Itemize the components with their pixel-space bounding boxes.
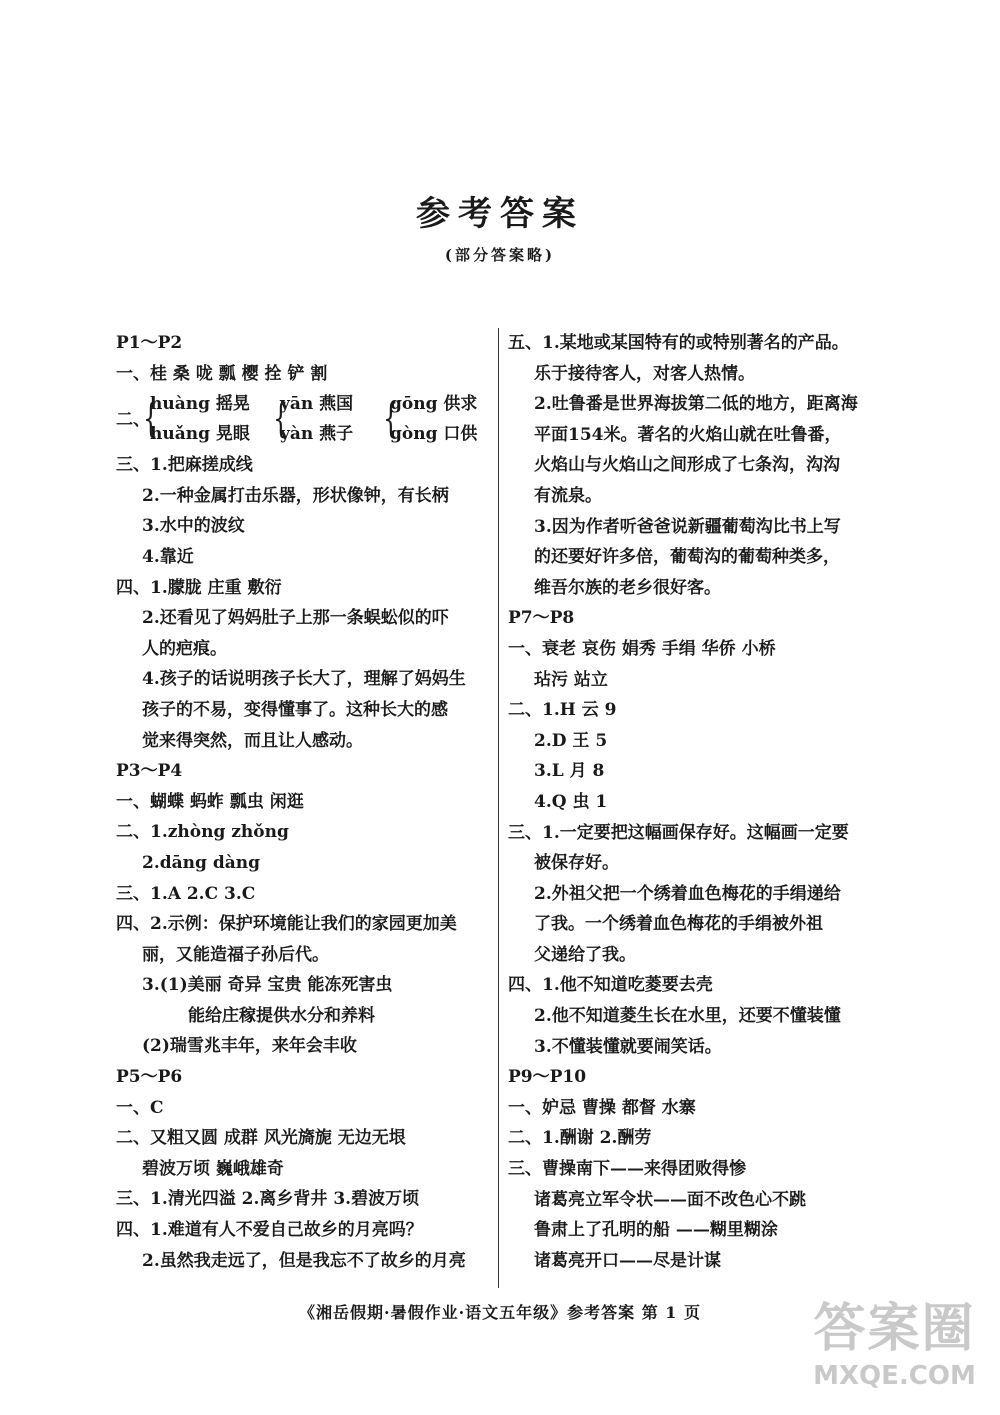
answer-line: 3.不懂装懂就要闹笑话。 <box>534 1036 722 1057</box>
answer-line: 三、1.清光四溢 2.离乡背井 3.碧波万顷 <box>116 1189 420 1210</box>
watermark-url: MXQE.COM <box>813 1361 976 1391</box>
pinyin-row: gòng 口供 <box>390 424 478 445</box>
section-heading: P3～P4 <box>116 761 183 782</box>
answer-line: 4.靠近 <box>142 546 194 567</box>
answer-line: 了我。一个绣着血色梅花的手绢被外祖 <box>534 914 823 935</box>
answer-line: 觉来得突然，而且让人感动。 <box>142 730 363 751</box>
answer-line: 四、1.他不知道吃菱要去壳 <box>508 975 713 996</box>
item-label: 二、 <box>116 410 150 431</box>
answer-line: 2.外祖父把一个绣着血色梅花的手绢递给 <box>534 883 841 904</box>
page-subtitle: (部分答案略) <box>444 246 556 264</box>
answer-line: 4.孩子的话说明孩子长大了，理解了妈妈生 <box>142 669 466 690</box>
answer-line: 人的疤痕。 <box>142 638 227 659</box>
answer-line: 三、1.A 2.C 3.C <box>116 883 256 904</box>
brace-icon: { <box>383 396 399 443</box>
answer-line: 诸葛亮立军令状——面不改色心不跳 <box>534 1189 806 1210</box>
page-footer: 《湘岳假期·暑假作业·语文五年级》参考答案 第 1 页 <box>299 1303 701 1322</box>
answer-line: 被保存好。 <box>534 853 619 874</box>
answer-line: 2.虽然我走远了，但是我忘不了故乡的月亮 <box>142 1250 466 1271</box>
section-heading: P9～P10 <box>508 1067 587 1088</box>
pinyin-row: huàng 摇晃 <box>150 394 250 415</box>
section-heading: P7～P8 <box>508 608 575 629</box>
answer-line: 维吾尔族的老乡很好客。 <box>534 577 721 598</box>
answer-line: 2.dāng dàng <box>142 852 260 873</box>
answer-line: 鲁肃上了孔明的船 ——糊里糊涂 <box>534 1220 778 1241</box>
answer-line: 丽，又能造福子孙后代。 <box>142 944 329 965</box>
answer-line: 二、1.H 云 9 <box>508 700 617 721</box>
answer-line: 乐于接待客人，对客人热情。 <box>534 363 755 384</box>
answer-line: 能给庄稼提供水分和养料 <box>188 1005 375 1026</box>
pinyin-row: huǎng 晃眼 <box>150 424 250 445</box>
answer-line: 3.L 月 8 <box>534 761 605 782</box>
answer-line: 4.Q 虫 1 <box>534 791 608 812</box>
answer-line: 四、1.朦胧 庄重 敷衍 <box>116 577 282 598</box>
answer-line: 碧波万顷 巍峨雄奇 <box>142 1158 284 1179</box>
page-title: 参考答案 <box>416 194 584 234</box>
answer-line: 五、1.某地或某国特有的或特别著名的产品。 <box>508 333 849 353</box>
answer-line: 平面154米。著名的火焰山就在吐鲁番， <box>534 424 842 445</box>
answer-line: 有流泉。 <box>534 485 602 506</box>
answer-line: 3.因为作者听爸爸说新疆葡萄沟比书上写 <box>534 516 841 537</box>
right-column <box>508 328 898 1276</box>
answer-line: 一、妒忌 曹操 都督 水寨 <box>508 1097 696 1118</box>
answer-line: 一、蝴蝶 蚂蚱 瓢虫 闲逛 <box>116 791 304 812</box>
answer-line: 玷污 站立 <box>534 669 608 690</box>
answer-line: 2.他不知道菱生长在水里，还要不懂装懂 <box>534 1006 841 1027</box>
answer-line: 一、桂 桑 咙 瓢 樱 拴 铲 割 <box>116 363 328 384</box>
answer-line: 一、C <box>116 1097 164 1118</box>
answer-line: 三、曹操南下——来得团败得惨 <box>508 1159 746 1180</box>
answer-line: 3.水中的波纹 <box>142 516 245 537</box>
watermark-text: 答案圈 <box>813 1299 976 1359</box>
watermark-logo <box>807 1298 982 1403</box>
answer-line: 二、又粗又圆 成群 风光旖旎 无边无垠 <box>116 1128 406 1149</box>
answer-line: 一、衰老 哀伤 娟秀 手绢 华侨 小桥 <box>508 638 776 659</box>
pinyin-row: yān 燕国 <box>280 394 354 415</box>
answer-line: 四、1.难道有人不爱自己故乡的月亮吗？ <box>116 1220 423 1241</box>
answer-line: 三、1.一定要把这幅画保存好。这幅画一定要 <box>508 822 849 843</box>
pinyin-row: yàn 燕子 <box>280 424 354 445</box>
pinyin-brace-row <box>116 389 496 450</box>
column-divider <box>498 328 499 1288</box>
answer-line: 2.还看见了妈妈肚子上那一条蜈蚣似的吓 <box>142 608 449 629</box>
answer-line: 2.一种金属打击乐器，形状像钟，有长柄 <box>142 485 449 506</box>
answer-line: 的还要好许多倍，葡萄沟的葡萄种类多， <box>534 547 840 568</box>
left-column <box>116 328 496 1276</box>
answer-line: 孩子的不易，变得懂事了。这种长大的感 <box>142 699 448 720</box>
section-heading: P1～P2 <box>116 333 183 353</box>
answer-line: 2.D 王 5 <box>534 730 608 751</box>
answer-line: 父递给了我。 <box>534 944 636 965</box>
answer-line: 三、1.把麻搓成线 <box>116 455 253 476</box>
answer-line: 3.(1)美丽 奇异 宝贵 能冻死害虫 <box>142 975 393 996</box>
section-heading: P5～P6 <box>116 1067 183 1088</box>
answer-line: (2)瑞雪兆丰年，来年会丰收 <box>142 1036 357 1057</box>
answer-line: 二、1.zhòng zhǒng <box>116 822 289 843</box>
answer-line: 2.吐鲁番是世界海拔第二低的地方，距离海 <box>534 394 858 415</box>
answer-line: 火焰山与火焰山之间形成了七条沟，沟沟 <box>534 455 840 476</box>
answer-line: 诸葛亮开口——尽是计谋 <box>534 1250 721 1271</box>
pinyin-row: gōng 供求 <box>390 394 478 415</box>
brace-icon: { <box>143 396 159 443</box>
brace-icon: { <box>273 396 289 443</box>
answer-line: 二、1.酬谢 2.酬劳 <box>508 1128 652 1149</box>
answer-line: 四、2.示例：保护环境能让我们的家园更加美 <box>116 914 457 935</box>
